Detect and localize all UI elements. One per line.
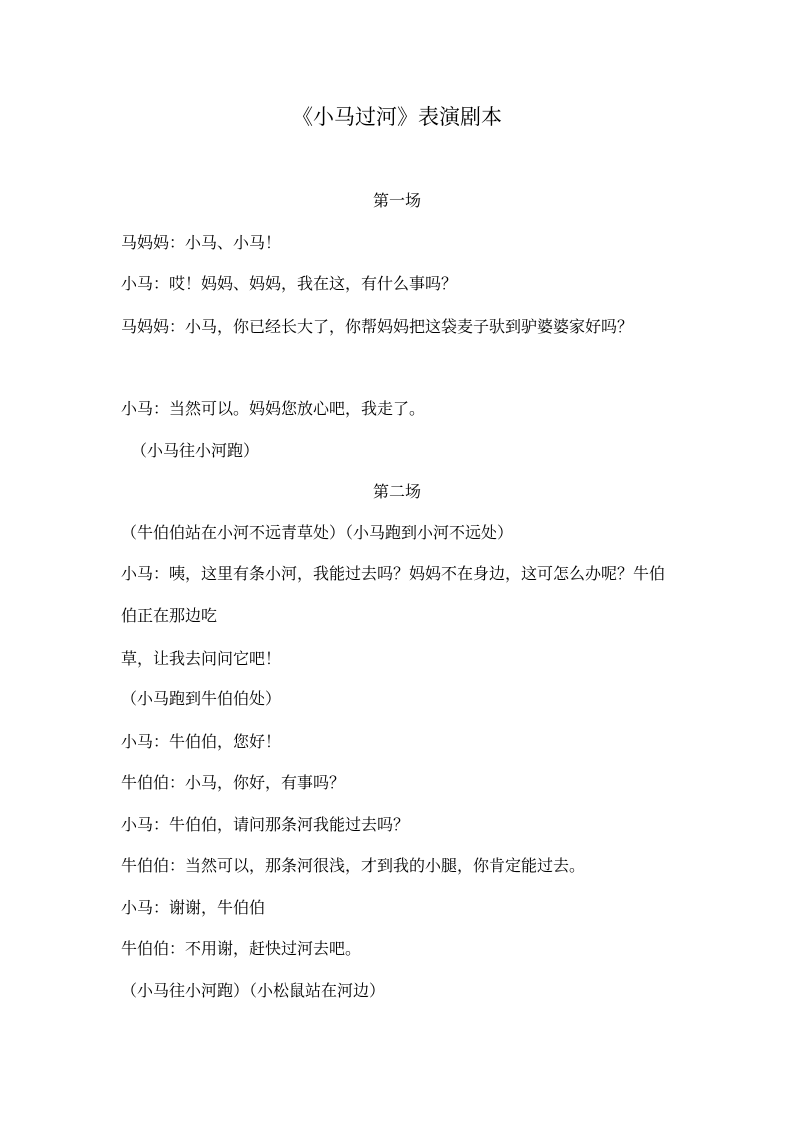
dialogue-line: 小马：牛伯伯，请问那条河我能过去吗？ — [121, 815, 410, 834]
dialogue-line: 马妈妈：小马，你已经长大了，你帮妈妈把这袋麦子驮到驴婆婆家好吗？ — [121, 317, 634, 336]
dialogue-line: 小马：牛伯伯，您好！ — [121, 732, 282, 751]
stage-direction: （牛伯伯站在小河不远青草处）（小马跑到小河不远处） — [121, 523, 514, 542]
dialogue-line: 草，让我去问问它吧！ — [121, 649, 282, 668]
dialogue-line: 小马：哎！妈妈、妈妈，我在这，有什么事吗？ — [121, 274, 458, 293]
stage-direction: （小马往小河跑） — [131, 441, 260, 460]
dialogue-line: 小马：咦，这里有条小河，我能过去吗？妈妈不在身边，这可怎么办呢？牛伯伯正在那边吃 — [121, 564, 666, 625]
dialogue-line: 牛伯伯：小马，你好，有事吗？ — [121, 773, 346, 792]
script-title: 《小马过河》表演剧本 — [292, 105, 502, 129]
dialogue-line: 牛伯伯：不用谢，赶快过河去吧。 — [121, 939, 362, 958]
stage-direction: （小马往小河跑）（小松鼠站在河边） — [121, 981, 386, 1000]
stage-direction: （小马跑到牛伯伯处） — [121, 689, 282, 708]
dialogue-line: 小马：谢谢，牛伯伯 — [121, 898, 266, 917]
scene-heading-2: 第二场 — [372, 482, 421, 501]
scene-heading-1: 第一场 — [372, 191, 421, 210]
dialogue-line: 小马：当然可以。妈妈您放心吧，我走了。 — [121, 399, 426, 418]
dialogue-line: 马妈妈：小马、小马！ — [121, 233, 282, 252]
dialogue-line: 牛伯伯：当然可以，那条河很浅，才到我的小腿，你肯定能过去。 — [121, 856, 586, 875]
